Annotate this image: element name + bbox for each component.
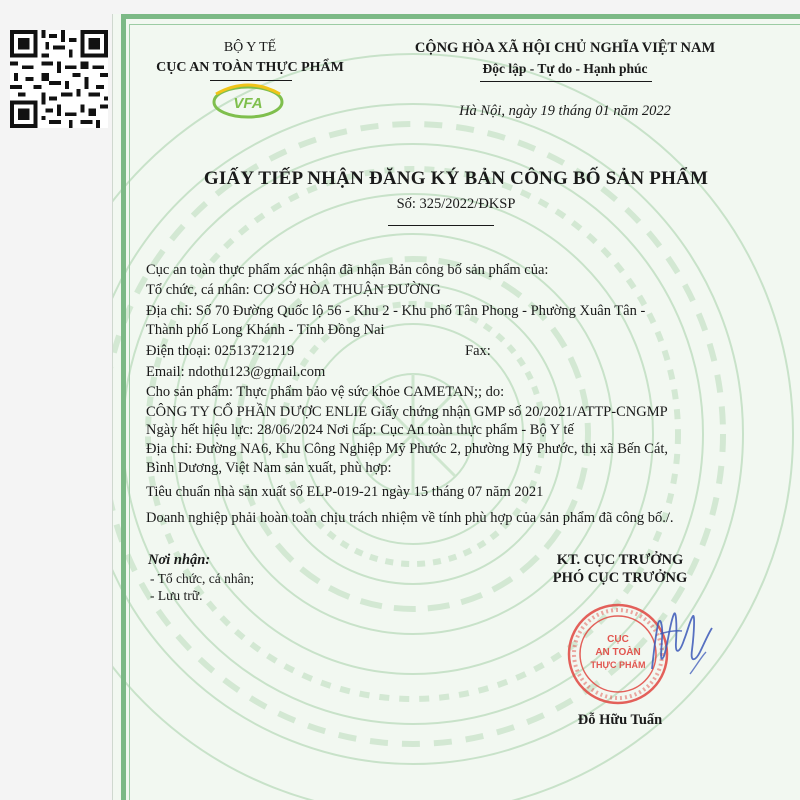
country-name: CỘNG HÒA XÃ HỘI CHỦ NGHĨA VIỆT NAM bbox=[414, 40, 716, 56]
address-line-2: Thành phố Long Khánh - Tỉnh Đồng Nai bbox=[146, 322, 385, 338]
email: Email: ndothu123@gmail.com bbox=[146, 364, 326, 380]
standard: Tiêu chuẩn nhà sản xuất số ELP-019-21 ngày 15 tháng 07 năm 2021 bbox=[146, 484, 544, 500]
responsibility-statement: Doanh nghiệp phải hoàn toàn chịu trách nhiệm về tính phù hợp của sản phẩm đã công bố./. bbox=[146, 510, 674, 526]
manufacturer-address-2: Bình Dương, Việt Nam sản xuất, phù hợp: bbox=[146, 460, 392, 476]
manufacturer: CÔNG TY CỔ PHẦN DƯỢC ENLIE Giấy chứng nhận GMP số 20/2021/ATTP-CNGMP bbox=[146, 404, 668, 420]
signer-name: Đỗ Hữu Tuấn bbox=[577, 712, 663, 728]
ministry-name: BỘ Y TẾ bbox=[223, 40, 277, 55]
handwritten-signature bbox=[630, 594, 730, 694]
issue-date: Hà Nội, ngày 19 tháng 01 năm 2022 bbox=[459, 103, 671, 119]
document-title: GIẤY TIẾP NHẬN ĐĂNG KÝ BẢN CÔNG BỐ SẢN PHẨM bbox=[203, 168, 709, 189]
body-intro: Cục an toàn thực phẩm xác nhận đã nhận Bản công bố sản phẩm của: bbox=[146, 262, 549, 278]
national-motto: Độc lập - Tự do - Hạnh phúc bbox=[482, 61, 648, 76]
manufacturer-address-1: Địa chỉ: Đường NA6, Khu Công Nghiệp Mỹ Phước 2, phường Mỹ Phước, thị xã Bến Cát, bbox=[146, 441, 669, 457]
fax: Fax: bbox=[465, 343, 491, 359]
svg-text:AN TOÀN: AN TOÀN bbox=[595, 647, 641, 658]
address-line-1: Địa chỉ: Số 70 Đường Quốc lộ 56 - Khu 2 - Khu phố Tân Phong - Phường Xuân Tân - bbox=[146, 303, 646, 319]
recipient-2: - Lưu trữ. bbox=[150, 588, 203, 603]
gmp-validity: Ngày hết hiệu lực: 28/06/2024 Nơi cấp: Cục An toàn thực phẩm - Bộ Y tế bbox=[146, 422, 574, 438]
signer-title-2: PHÓ CỤC TRƯỞNG bbox=[552, 570, 688, 586]
recipients-heading: Nơi nhận: bbox=[148, 552, 211, 568]
qr-code bbox=[10, 30, 108, 128]
document-number: Số: 325/2022/ĐKSP bbox=[396, 196, 516, 212]
motto-underline bbox=[480, 81, 652, 82]
recipient-1: - Tổ chức, cá nhân; bbox=[150, 571, 255, 586]
signer-title-1: KT. CỤC TRƯỞNG bbox=[556, 552, 684, 568]
vfa-logo bbox=[210, 80, 286, 120]
phone: Điện thoại: 02513721219 bbox=[146, 343, 295, 359]
department-name: CỤC AN TOÀN THỰC PHẨM bbox=[156, 60, 344, 75]
number-underline bbox=[388, 225, 494, 226]
svg-text:THỰC PHẨM: THỰC PHẨM bbox=[590, 660, 646, 670]
vfa-logo-text: VFA bbox=[233, 95, 263, 112]
svg-text:CỤC: CỤC bbox=[607, 634, 629, 645]
organization: Tổ chức, cá nhân: CƠ SỞ HÒA THUẬN ĐƯỜNG bbox=[146, 282, 441, 298]
product: Cho sản phẩm: Thực phẩm bảo vệ sức khỏe CAMETAN;; do: bbox=[146, 384, 505, 400]
